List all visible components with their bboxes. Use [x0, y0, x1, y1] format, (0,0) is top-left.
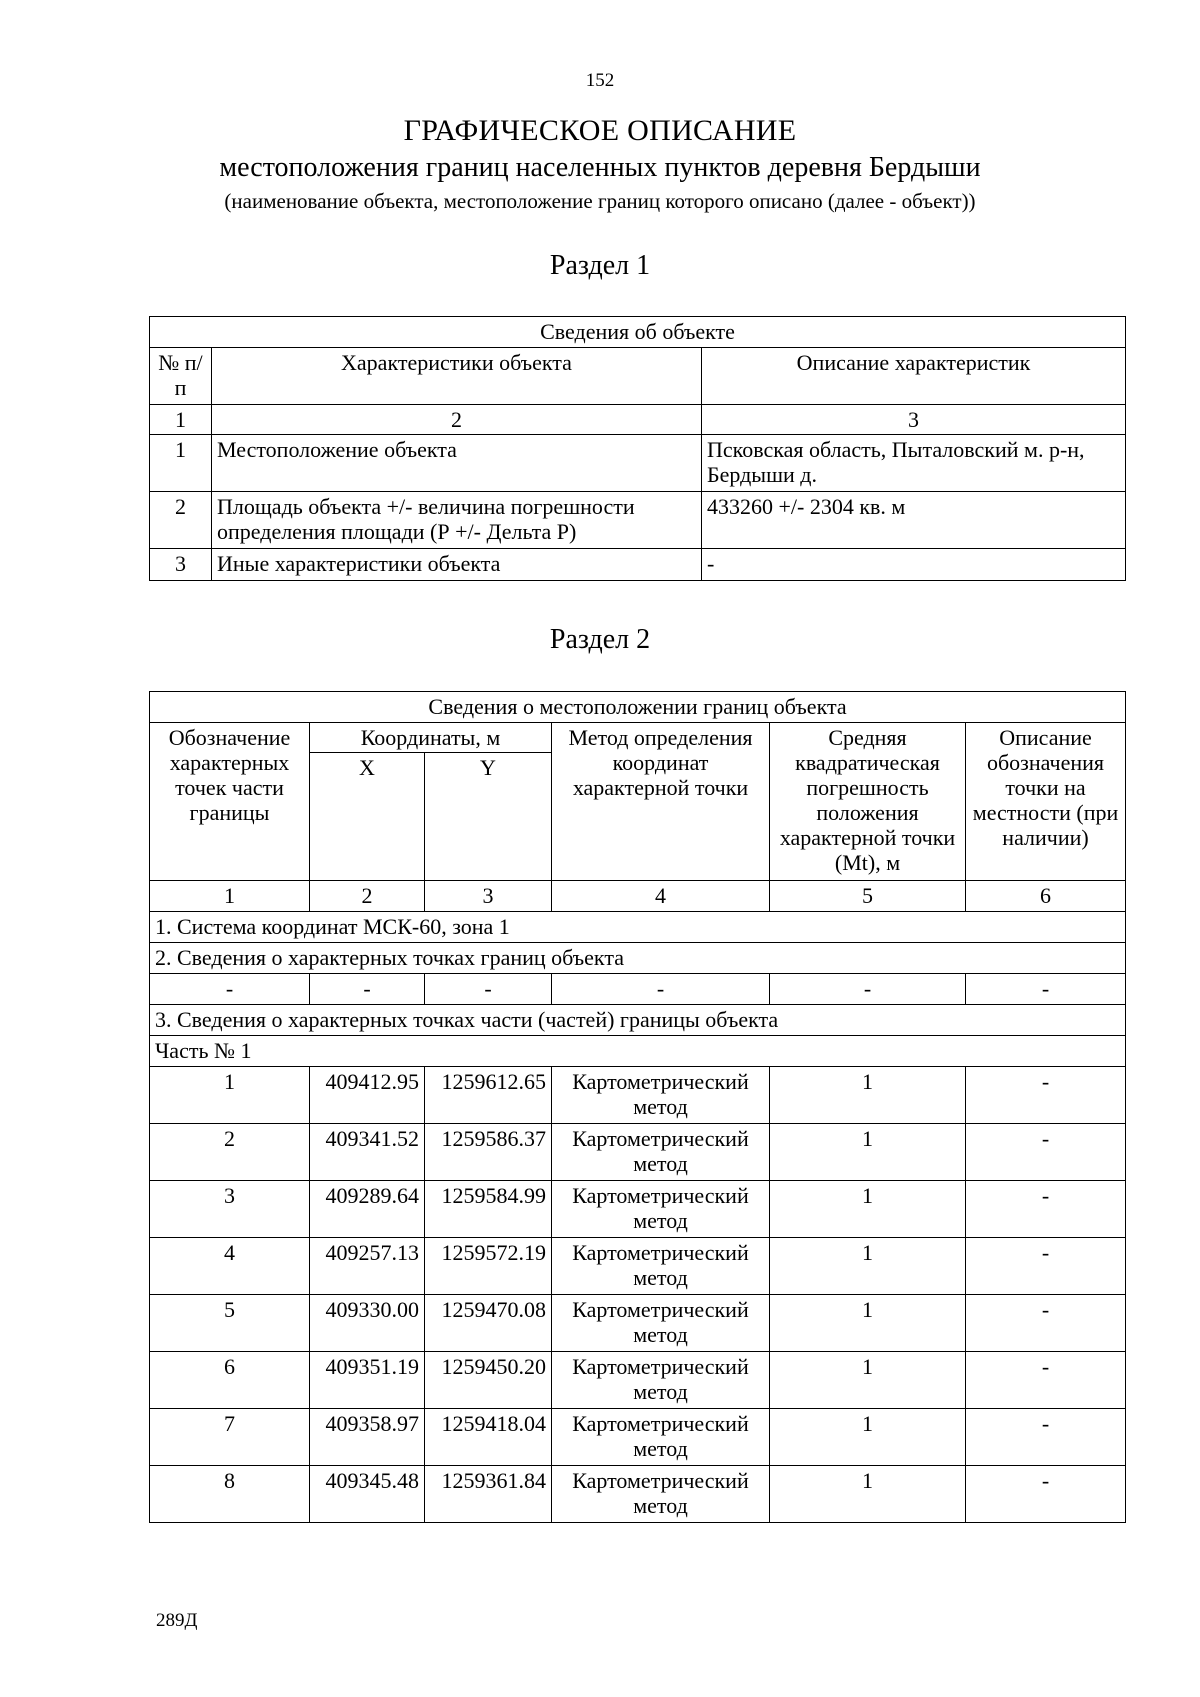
column-number: 2 — [310, 881, 425, 912]
point-number: 8 — [150, 1466, 310, 1523]
table-row — [150, 492, 1126, 549]
coordinate-y: 1259418.04 — [425, 1409, 552, 1466]
point-description: - — [966, 1409, 1126, 1466]
column-header-y: Y — [425, 753, 552, 881]
column-header-point: Обозначение характерных точек части границы — [150, 723, 310, 881]
point-description: - — [966, 1238, 1126, 1295]
table-row — [150, 1181, 1126, 1238]
empty-cell: - — [310, 974, 425, 1005]
table-row — [150, 1124, 1126, 1181]
coordinate-x: 409257.13 — [310, 1238, 425, 1295]
table-title: Сведения об объекте — [150, 317, 1126, 348]
page-number: 152 — [585, 70, 615, 91]
point-number: 6 — [150, 1352, 310, 1409]
empty-cell: - — [552, 974, 770, 1005]
coordinate-y: 1259450.20 — [425, 1352, 552, 1409]
column-number: 3 — [702, 405, 1126, 435]
coordinate-y: 1259612.65 — [425, 1067, 552, 1124]
point-number: 5 — [150, 1295, 310, 1352]
coordinate-y: 1259361.84 — [425, 1466, 552, 1523]
coordinate-y: 1259572.19 — [425, 1238, 552, 1295]
point-description: - — [966, 1295, 1126, 1352]
mean-error: 1 — [770, 1238, 966, 1295]
empty-cell: - — [425, 974, 552, 1005]
point-description: - — [966, 1124, 1126, 1181]
table-row — [150, 435, 1126, 492]
mean-error: 1 — [770, 1295, 966, 1352]
column-header-method: Метод определения координат характерной точки — [552, 723, 770, 881]
point-number: 3 — [150, 1181, 310, 1238]
column-number: 1 — [150, 881, 310, 912]
characteristic-value: - — [702, 549, 1126, 581]
column-header-description: Описание обозначения точки на местности (при наличии) — [966, 723, 1126, 881]
section-2-heading: Раздел 2 — [549, 624, 651, 655]
coordinate-y: 1259470.08 — [425, 1295, 552, 1352]
determination-method: Картометрический метод — [552, 1067, 770, 1124]
column-number: 6 — [966, 881, 1126, 912]
mean-error: 1 — [770, 1124, 966, 1181]
row-number: 1 — [150, 435, 212, 492]
mean-error: 1 — [770, 1409, 966, 1466]
coordinate-y: 1259584.99 — [425, 1181, 552, 1238]
determination-method: Картометрический метод — [552, 1181, 770, 1238]
row-number: 2 — [150, 492, 212, 549]
characteristic-value: 433260 +/- 2304 кв. м — [702, 492, 1126, 549]
table-row — [150, 974, 1126, 1005]
table-row — [150, 1352, 1126, 1409]
table-row — [150, 1466, 1126, 1523]
coordinate-y: 1259586.37 — [425, 1124, 552, 1181]
column-number: 4 — [552, 881, 770, 912]
coordinate-x: 409341.52 — [310, 1124, 425, 1181]
point-description: - — [966, 1466, 1126, 1523]
row-number: 3 — [150, 549, 212, 581]
table-row — [150, 1295, 1126, 1352]
coordinate-x: 409289.64 — [310, 1181, 425, 1238]
table-row — [150, 1409, 1126, 1466]
footer-code: 289Д — [156, 1610, 198, 1631]
mean-error: 1 — [770, 1067, 966, 1124]
characteristic-name: Иные характеристики объекта — [212, 549, 702, 581]
determination-method: Картометрический метод — [552, 1295, 770, 1352]
document-caption: (наименование объекта, местоположение границ которого описано (далее - объект)) — [224, 189, 976, 213]
coordinate-x: 409345.48 — [310, 1466, 425, 1523]
point-number: 4 — [150, 1238, 310, 1295]
part-label: Часть № 1 — [150, 1036, 1126, 1067]
determination-method: Картометрический метод — [552, 1238, 770, 1295]
column-number: 5 — [770, 881, 966, 912]
coordinate-x: 409330.00 — [310, 1295, 425, 1352]
column-header-coordinates: Координаты, м — [310, 723, 552, 753]
empty-cell: - — [150, 974, 310, 1005]
point-number: 1 — [150, 1067, 310, 1124]
point-number: 2 — [150, 1124, 310, 1181]
document-title: ГРАФИЧЕСКОЕ ОПИСАНИЕ — [403, 114, 797, 147]
mean-error: 1 — [770, 1181, 966, 1238]
mean-error: 1 — [770, 1352, 966, 1409]
table-row — [150, 549, 1126, 581]
determination-method: Картометрический метод — [552, 1124, 770, 1181]
coordinate-x: 409412.95 — [310, 1067, 425, 1124]
coordinate-system: 1. Система координат МСК-60, зона 1 — [150, 912, 1126, 943]
empty-cell: - — [770, 974, 966, 1005]
column-header-number: № п/п — [150, 348, 212, 405]
point-description: - — [966, 1067, 1126, 1124]
empty-cell: - — [966, 974, 1126, 1005]
coordinate-x: 409358.97 — [310, 1409, 425, 1466]
point-description: - — [966, 1352, 1126, 1409]
column-header-description: Описание характеристик — [702, 348, 1126, 405]
column-header-error: Средняя квадратическая погрешность положения характерной точки (Mt), м — [770, 723, 966, 881]
column-header-characteristic: Характеристики объекта — [212, 348, 702, 405]
determination-method: Картометрический метод — [552, 1466, 770, 1523]
determination-method: Картометрический метод — [552, 1409, 770, 1466]
table-row — [150, 1238, 1126, 1295]
column-number: 1 — [150, 405, 212, 435]
coordinate-x: 409351.19 — [310, 1352, 425, 1409]
column-header-x: X — [310, 753, 425, 881]
document-subtitle: местоположения границ населенных пунктов деревня Бердыши — [219, 152, 981, 183]
mean-error: 1 — [770, 1466, 966, 1523]
point-description: - — [966, 1181, 1126, 1238]
parts-heading: 3. Сведения о характерных точках части (частей) границы объекта — [150, 1005, 1126, 1036]
determination-method: Картометрический метод — [552, 1352, 770, 1409]
characteristic-name: Местоположение объекта — [212, 435, 702, 492]
characteristic-name: Площадь объекта +/- величина погрешности определения площади (Р +/- Дельта Р) — [212, 492, 702, 549]
column-number: 3 — [425, 881, 552, 912]
table-row — [150, 1067, 1126, 1124]
column-number: 2 — [212, 405, 702, 435]
point-number: 7 — [150, 1409, 310, 1466]
points-heading: 2. Сведения о характерных точках границ объекта — [150, 943, 1126, 974]
characteristic-value: Псковская область, Пыталовский м. р-н, Бердыши д. — [702, 435, 1126, 492]
boundary-points-table — [149, 691, 1126, 1523]
section-1-heading: Раздел 1 — [549, 250, 651, 281]
object-info-table — [149, 316, 1126, 581]
table-title: Сведения о местоположении границ объекта — [150, 692, 1126, 723]
